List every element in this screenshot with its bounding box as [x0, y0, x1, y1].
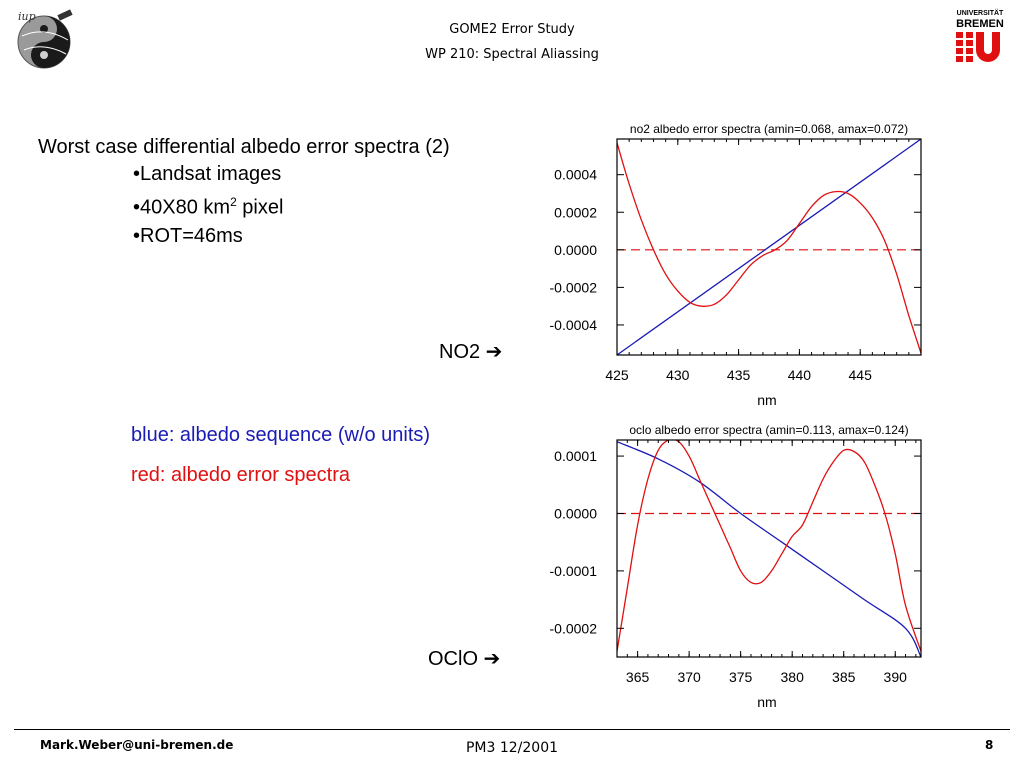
slide-heading: Worst case differential albedo error spectra (2) [38, 136, 450, 158]
svg-text:BREMEN: BREMEN [956, 18, 1004, 30]
x-tick-label: 430 [666, 367, 690, 383]
x-tick-label: 385 [832, 669, 856, 685]
no2-chart-title: no2 albedo error spectra (amin=0.068, amax=0.072) [629, 122, 909, 136]
x-axis-label: nm [757, 694, 777, 710]
x-tick-label: 445 [848, 367, 872, 383]
legend-blue-text: blue: albedo sequence (w/o units) [131, 424, 431, 446]
y-tick-label: -0.0002 [549, 279, 597, 296]
no2-pointer: NO2 ➔ [439, 341, 503, 363]
x-tick-label: 375 [728, 669, 753, 685]
footer-email: Mark.Weber@uni-bremen.de [40, 738, 234, 752]
y-tick-label: -0.0001 [549, 562, 597, 579]
footer-divider [14, 729, 1010, 730]
no2-chart [550, 122, 921, 408]
series-line-red [617, 143, 921, 353]
x-axis-label: nm [757, 392, 777, 408]
bullet-item: •ROT=46ms [133, 224, 243, 247]
header-subtitle: WP 210: Spectral Aliassing [425, 47, 599, 62]
x-tick-label: 370 [677, 669, 701, 685]
superscript: 2 [230, 195, 237, 209]
y-tick-label: 0.0000 [554, 505, 597, 522]
oclo-chart [550, 423, 921, 710]
x-tick-label: 425 [605, 367, 629, 383]
y-tick-label: -0.0004 [549, 316, 597, 333]
oclo-chart-title: oclo albedo error spectra (amin=0.113, amax=0.124) [629, 423, 909, 437]
series-line-blue [617, 442, 921, 657]
plot-frame [617, 440, 921, 657]
x-tick-label: 435 [726, 367, 751, 383]
svg-text:UNIVERSITÄT: UNIVERSITÄT [956, 10, 1004, 17]
y-tick-label: 0.0000 [554, 241, 597, 258]
x-tick-label: 365 [625, 669, 650, 685]
x-tick-label: 390 [883, 669, 907, 685]
x-tick-label: 380 [780, 669, 804, 685]
y-tick-label: 0.0002 [554, 204, 597, 221]
bullet-item-tail: pixel [236, 196, 284, 219]
y-tick-label: 0.0004 [554, 166, 597, 183]
oclo-series-group [617, 439, 921, 657]
no2-series-group [617, 139, 921, 355]
header-title: GOME2 Error Study [449, 22, 575, 37]
y-tick-label: 0.0001 [554, 448, 597, 465]
footer-date: PM3 12/2001 [465, 740, 559, 756]
y-tick-label: -0.0002 [549, 620, 597, 637]
series-line-blue [617, 139, 921, 355]
iup-logo-text: iup [18, 10, 36, 23]
x-tick-label: 440 [787, 367, 812, 383]
page-number: 8 [985, 738, 994, 752]
bullet-item-text: •40X80 km [133, 196, 231, 219]
legend-red-text: red: albedo error spectra [131, 464, 351, 486]
series-line-red [617, 439, 921, 651]
bullet-item: •Landsat images [133, 163, 282, 185]
oclo-pointer: OClO ➔ [428, 648, 501, 670]
